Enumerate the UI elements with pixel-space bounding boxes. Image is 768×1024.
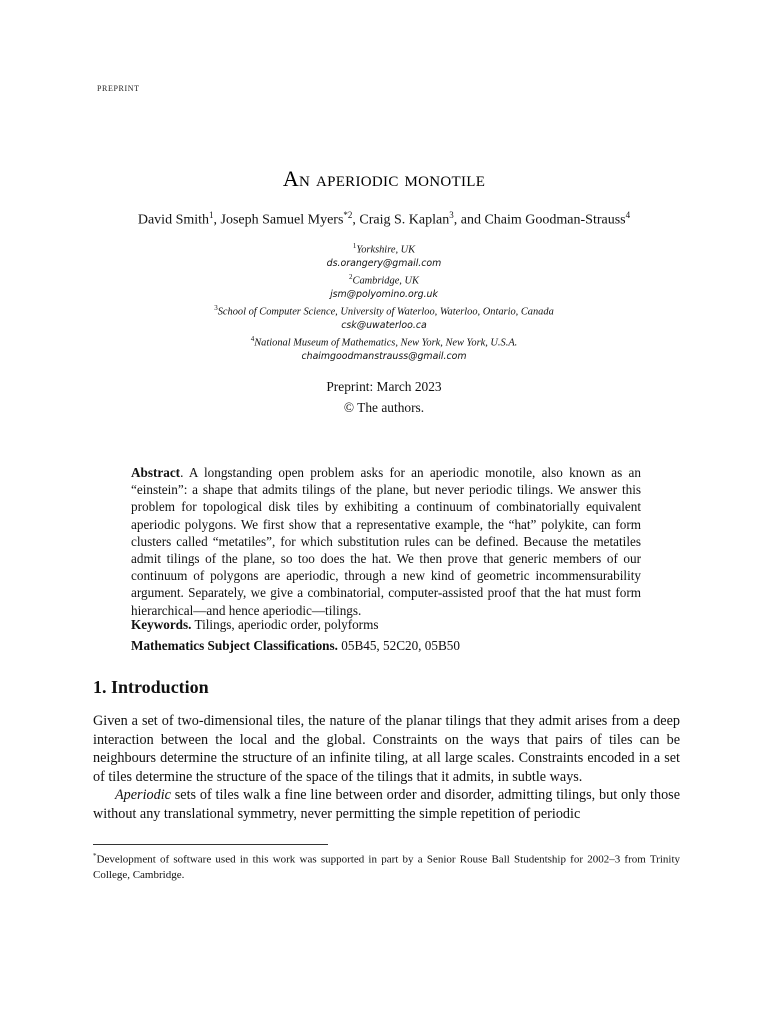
author-name: Chaim Goodman-Strauss	[484, 212, 626, 228]
keywords	[131, 617, 378, 633]
affiliation-mark: 4	[250, 334, 255, 343]
author-email[interactable]: jsm@polyomino.org.uk	[330, 289, 438, 301]
preprint-date: Preprint: March 2023	[326, 379, 442, 394]
affiliation-mark: 1	[352, 242, 357, 250]
affiliation	[0, 302, 768, 319]
affiliation-place: Cambridge, UK	[352, 275, 419, 287]
author-email[interactable]: ds.orangery@gmail.com	[326, 258, 442, 270]
footnote-mark: *	[93, 852, 97, 860]
msc-label: Mathematics Subject Classifications.	[131, 638, 338, 653]
affiliation	[0, 333, 768, 350]
footnote-text: Development of software used in this work was supported in part by a Senior Rouse Ball Studentship for 2002–3 from Trinity College, Cambridge.	[93, 853, 680, 881]
author-name: David Smith	[137, 212, 210, 228]
paper-title: An aperiodic monotile	[282, 166, 486, 191]
author-mark: 1	[209, 210, 214, 220]
paragraph-text: sets of tiles walk a fine line between order and disorder, admitting tilings, but only those without any translational symmetry, never permitting the simple repetition of periodic	[93, 787, 680, 822]
author-mark: *2	[343, 210, 353, 220]
affiliation-place: School of Computer Science, University of Waterloo, Waterloo, Ontario, Canada	[217, 306, 554, 318]
affiliation-place: Yorkshire, UK	[356, 244, 416, 256]
author-email[interactable]: csk@uwaterloo.ca	[341, 319, 427, 331]
body-text	[93, 712, 680, 824]
abstract-text: . A longstanding open problem asks for an aperiodic monotile, also known as an “einstein”: a shape that admits tilings of the plane, but never periodic tilings. We answer this problem for topological disk tiles by exhibiting a continuum of combinatorially equivalent aperiodic polygons. We first show that a representative example, the “hat” polykite, can form clusters called “metatiles”, for which substitution rules can be defined. Because the metatiles admit tilings of the plane, so too does the hat. We then prove that generic members of our continuum of polygons are aperiodic, through a new kind of geometric incommensurability argument. Separately, we give a combinatorial, computer-assisted proof that the hat must form hierarchical—and hence aperiodic—tilings.	[131, 465, 641, 618]
affiliation-mark: 2	[349, 272, 353, 281]
affiliation	[0, 240, 768, 257]
affiliation-place: National Museum of Mathematics, New York, New York, U.S.A.	[254, 337, 518, 349]
emphasis: Aperiodic	[115, 787, 171, 804]
section-heading: 1. Introduction	[93, 677, 209, 697]
author-mark: 4	[625, 210, 631, 220]
author-name: Joseph Samuel Myers	[220, 212, 344, 228]
running-head: PREPRINT	[97, 84, 140, 93]
abstract-label: Abstract	[131, 465, 181, 480]
paragraph	[93, 786, 680, 823]
footnote	[93, 849, 680, 883]
author-separator: ,	[352, 212, 360, 228]
author-separator: ,	[213, 212, 221, 228]
author-email[interactable]: chaimgoodmanstrauss@gmail.com	[301, 350, 467, 362]
abstract	[131, 464, 641, 619]
affiliation-list	[0, 240, 768, 364]
copyright-line: © The authors.	[343, 400, 425, 415]
author-name: Craig S. Kaplan	[359, 212, 450, 228]
paragraph: Given a set of two-dimensional tiles, the nature of the planar tilings that they admit arises from a deep interaction between the local and the global. Constraints on the ways that pairs of tiles can be neighbours determine the structure of an infinite tiling, at all large scales. Constraints encoded in a set of tiles determine the structure of the space of the tilings that it admits, in subtle ways.	[93, 713, 680, 785]
author-list	[0, 210, 768, 229]
keywords-text: Tilings, aperiodic order, polyforms	[191, 617, 379, 632]
affiliation-mark: 3	[214, 303, 218, 312]
keywords-label: Keywords.	[131, 617, 192, 632]
msc-text: 05B45, 52C20, 05B50	[337, 638, 460, 653]
author-separator: , and	[453, 212, 485, 228]
msc-classifications	[131, 638, 460, 654]
affiliation	[0, 271, 768, 288]
author-mark: 3	[449, 210, 454, 220]
footnote-rule	[93, 844, 328, 845]
preprint-meta	[0, 376, 768, 418]
